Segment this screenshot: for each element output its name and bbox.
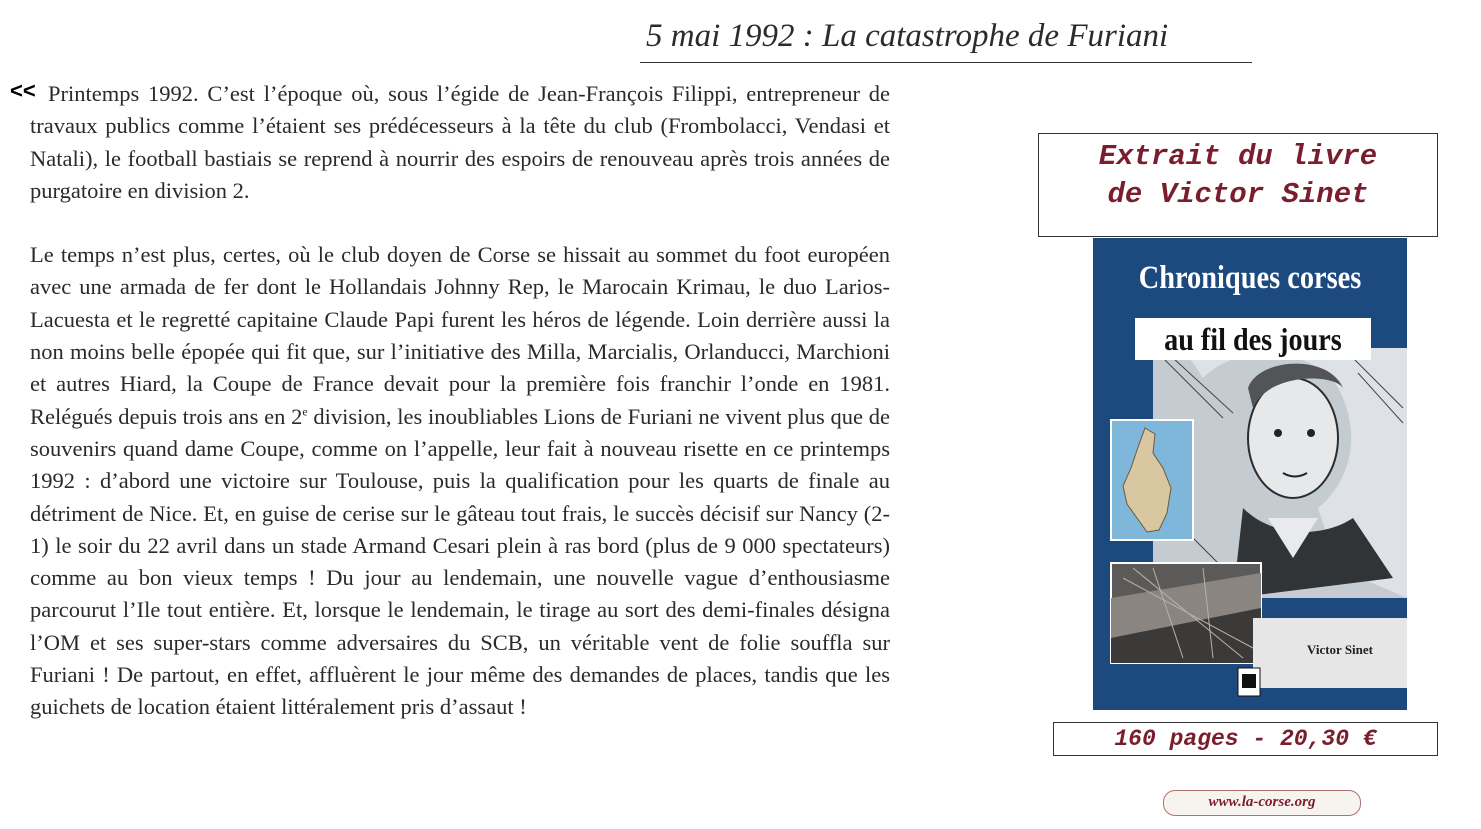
previous-page-link[interactable]: << xyxy=(10,78,36,103)
book-extract-caption xyxy=(1038,133,1438,237)
stadium-photo-inset xyxy=(1111,563,1261,663)
article-paragraph-2 xyxy=(30,239,890,723)
book-cover-image xyxy=(1093,238,1407,710)
extract-caption-line-1: Extrait du livre xyxy=(1098,140,1378,173)
article-body xyxy=(30,78,890,724)
page-title: 5 mai 1992 : La catastrophe de Furiani xyxy=(646,18,1169,54)
book-cover-illustration xyxy=(1093,238,1407,710)
ordinal-superscript: e xyxy=(302,404,308,419)
title-underline xyxy=(640,62,1252,63)
extract-caption-line-2: de Victor Sinet xyxy=(1107,178,1369,211)
book-price-info: 160 pages - 20,30 € xyxy=(1053,722,1438,756)
article-paragraph-2-part-b: division, les inoubliables Lions de Furiani ne vivent plus que de souvenirs quand dame Coupe, comme on l’appelle, leur fait à nouveau risette en ce printemps 1992 : d’abord une victoire sur Toulouse, puis la qualification pour les quarts de finale au détriment de Nice. Et, en guise de cerise sur le gâteau tout frais, le succès décisif sur Nancy (2-1) le soir du 22 avril dans un stade Armand Cesari plein à ras bord (plus de 9 000 spectateurs) comme au bon vieux temps ! Du jour au lendemain, une nouvelle vague d’enthousiasme parcourut l’Ile tout entière. Et, lorsque le lendemain, le tirage au sort des demi-finales désigna l’OM et ses super-stars comme adversaires du SCB, un véritable vent de folie souffla sur Furiani ! De partout, en effet, affluèrent le jour même des demandes de places, tandis que les guichets de location étaient littéralement pris d’assaut ! xyxy=(30,403,890,720)
corsica-map-inset xyxy=(1111,420,1193,540)
book-series-title: Chroniques corses xyxy=(1138,260,1362,296)
book-title xyxy=(1135,318,1371,360)
book-title-text: au fil des jours xyxy=(1164,321,1342,357)
book-author: Victor Sinet xyxy=(1306,642,1373,657)
publisher-logo xyxy=(1238,668,1260,696)
website-link[interactable]: www.la-corse.org xyxy=(1163,790,1361,816)
article-paragraph-1: Printemps 1992. C’est l’époque où, sous l’égide de Jean-François Filippi, entrepreneur de travaux publics comme l’étaient ses prédécesseurs à la tête du club (Frombolacci, Vendasi et Natali), le football bastiais se reprend à nourrir des espoirs de renouveau après trois années de purgatoire en division 2. xyxy=(30,81,890,203)
page-header xyxy=(640,16,1252,56)
article-paragraph-2-part-a: Le temps n’est plus, certes, où le club doyen de Corse se hissait au sommet du foot européen avec une armada de fer dont le Hollandais Johnny Rep, le Marocain Krimau, le duo Larios-Lacuesta et le regretté capitaine Claude Papi furent les héros de légende. Loin derrière aussi la non moins belle épopée qui fit que, sur l’initiative des Milla, Marcialis, Orlanducci, Marchioni et autres Hiard, la Coupe de France devait pour la première fois franchir l’onde en 1981. Relégués depuis trois ans en 2 xyxy=(30,242,890,429)
